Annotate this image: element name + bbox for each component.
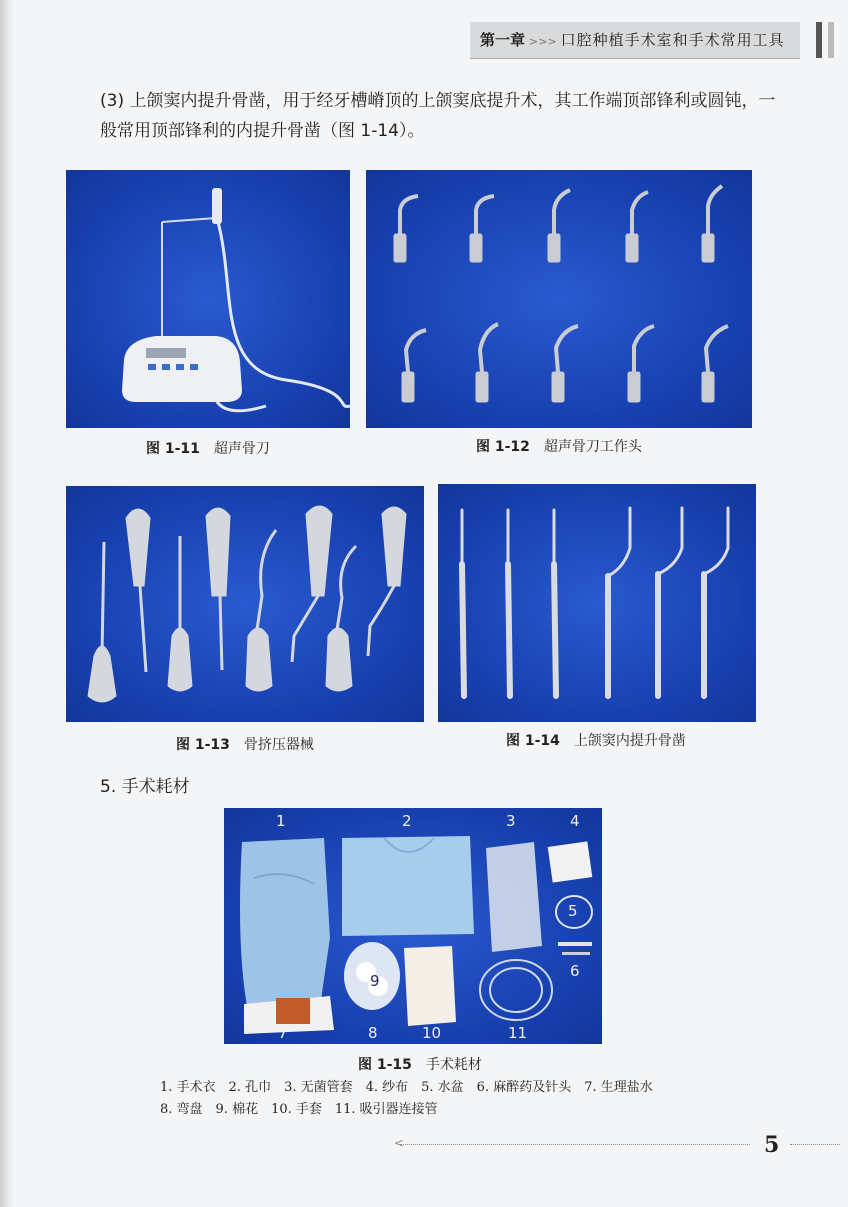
surgical-consumables-illustration: [224, 808, 602, 1044]
header-tab-mark-light: [828, 22, 834, 58]
figure-title: 手术耗材: [425, 1057, 482, 1073]
figure-1-13-photo: [66, 486, 424, 722]
figure-1-15-legend-line-1: 1. 手术衣 2. 孔巾 3. 无菌管套 4. 纱布 5. 水盆 6. 麻醉药及针头 7. 生理盐水: [160, 1080, 653, 1095]
item-number-9: 9: [370, 972, 380, 990]
figure-title: 上颌窦内提升骨凿: [573, 733, 686, 749]
figure-number: 图 1-13: [176, 737, 230, 753]
figure-number: 图 1-15: [358, 1057, 412, 1073]
page-binding-edge: [0, 0, 14, 1207]
running-header: [470, 22, 800, 59]
figure-title: 超声骨刀: [213, 441, 270, 457]
item-number-11: 11: [508, 1024, 528, 1042]
item-number-8: 8: [368, 1024, 378, 1042]
item-number-5: 5: [568, 902, 578, 920]
item-number-2: 2: [402, 812, 412, 830]
chapter-title: 口腔种植手术室和手术常用工具: [560, 31, 785, 49]
figure-number: 图 1-11: [146, 441, 200, 457]
bone-condensers-illustration: [66, 486, 424, 722]
figure-number: 图 1-14: [506, 733, 560, 749]
item-number-1: 1: [276, 812, 286, 830]
chapter-label: 第一章: [480, 31, 526, 49]
figure-1-14-photo: [438, 484, 756, 722]
figure-1-15-legend-line-2: 8. 弯盘 9. 棉花 10. 手套 11. 吸引器连接管: [160, 1102, 438, 1117]
footer-arrow-icon: <: [394, 1136, 405, 1150]
header-arrows: >>>: [529, 35, 557, 48]
item-number-6: 6: [570, 962, 580, 980]
footer-rule-right: [790, 1144, 840, 1145]
figure-1-12-caption: [476, 436, 642, 456]
item-number-3: 3: [506, 812, 516, 830]
item-number-7: 7: [278, 1024, 288, 1042]
header-tab-mark: [816, 22, 822, 58]
section-heading: 5. 手术耗材: [100, 777, 190, 797]
figure-1-14-caption: [506, 730, 686, 750]
page-number: 5: [764, 1132, 780, 1158]
item-number-4: 4: [570, 812, 580, 830]
figure-1-15-photo: [224, 808, 602, 1044]
figure-1-12-photo: [366, 170, 752, 428]
figure-1-11-caption: [146, 438, 270, 458]
figure-number: 图 1-12: [476, 439, 530, 455]
ultrasonic-tips-illustration: [366, 170, 752, 428]
figure-title: 骨挤压器械: [243, 737, 314, 753]
item-number-10: 10: [422, 1024, 442, 1042]
figure-1-13-caption: [176, 734, 314, 754]
figure-title: 超声骨刀工作头: [543, 439, 642, 455]
figure-1-15-caption: [358, 1054, 482, 1074]
footer-rule: [400, 1144, 750, 1145]
body-paragraph: (3) 上颌窦内提升骨凿，用于经牙槽嵴顶的上颌窦底提升术，其工作端顶部锋利或圆钝，一般常用顶部锋利的内提升骨凿（图 1-14）。: [100, 91, 776, 141]
ultrasonic-unit-illustration: [66, 170, 350, 428]
figure-1-11-photo: [66, 170, 350, 428]
sinus-osteotomes-illustration: [438, 484, 756, 722]
